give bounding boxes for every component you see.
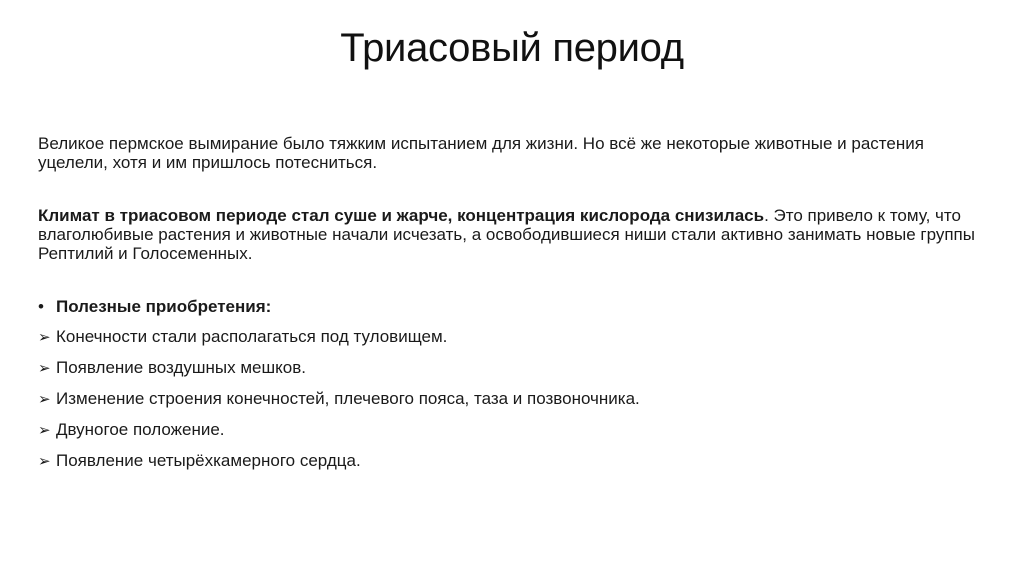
bullet-icon: •	[38, 297, 44, 316]
slide-title: Триасовый период	[340, 26, 684, 70]
acquisitions-heading	[38, 297, 978, 316]
arrow-bullet-icon: ➢	[38, 360, 51, 377]
arrow-bullet-icon: ➢	[38, 391, 51, 408]
list-item-text: Конечности стали располагаться под туловищем.	[56, 327, 448, 346]
climate-paragraph-rest: . Это привело к тому, что влаголюбивые растения и животные начали исчезать, а освободившиеся ниши стали активно занимать новые группы Рептилий и Голосеменных.	[38, 206, 975, 263]
list-item	[38, 420, 978, 440]
list-item-text: Появление воздушных мешков.	[56, 358, 306, 377]
list-item-text: Появление четырёхкамерного сердца.	[56, 451, 361, 470]
intro-paragraph: Великое пермское вымирание было тяжким испытанием для жизни. Но всё же некоторые животные и растения уцелели, хотя и им пришлось потесниться.	[38, 134, 924, 172]
arrow-bullet-icon: ➢	[38, 453, 51, 470]
list-item	[38, 327, 978, 347]
climate-paragraph	[38, 206, 978, 263]
acquisitions-heading-label: Полезные приобретения:	[56, 297, 272, 316]
arrow-bullet-icon: ➢	[38, 422, 51, 439]
acquisitions-list	[38, 327, 978, 471]
climate-paragraph-bold: Климат в триасовом периоде стал суше и жарче, концентрация кислорода снизилась	[38, 206, 765, 225]
list-item-text: Двуногое положение.	[56, 420, 225, 439]
arrow-bullet-icon: ➢	[38, 329, 51, 346]
list-item-text: Изменение строения конечностей, плечевого пояса, таза и позвоночника.	[56, 389, 640, 408]
list-item	[38, 389, 978, 409]
list-item	[38, 358, 978, 378]
slide-body	[38, 134, 978, 482]
list-item	[38, 451, 978, 471]
